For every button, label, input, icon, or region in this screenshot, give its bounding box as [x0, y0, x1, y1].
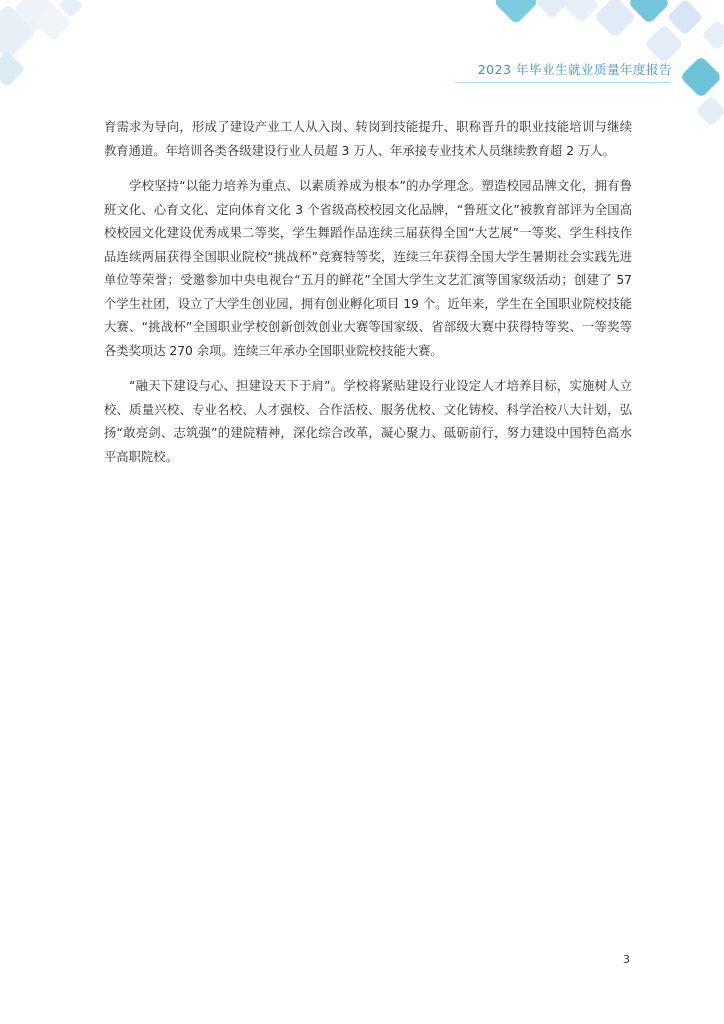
paragraph-continuation: 育需求为导向，形成了建设产业工人从入岗、转岗到技能提升、职称晋升的职业技能培训与继续教育通道。年培训各类各级建设行业人员超 3 万人、年承接专业技术人员继续教育超 2 万人。	[104, 120, 632, 158]
body-text	[104, 116, 632, 481]
header-divider	[455, 82, 670, 83]
page-number: 3	[623, 953, 630, 966]
tile-cluster-left	[0, 0, 84, 87]
paragraph-campus-culture: 学校坚持“以能力培养为重点、以素质养成为根本”的办学理念。塑造校园品牌文化，拥有鲁班文化、心育文化、定向体育文化 3 个省级高校校园文化品牌，“鲁班文化”被教育部评为全国高校校园文化建设优秀成果二等奖，学生舞蹈作品连续三届获得全国“大艺展”一等奖、学生科技作品连续两届获得全国职业院校“挑战杯”竞赛特等奖，连续三年获得全国大学生暑期社会实践先进单位等荣誉；受邀参加中央电视台“五月的鲜花”全国大学生文艺汇演等国家级活动；创建了 57 个学生社团，设立了大学生创业园，拥有创业孵化项目 19 个。近年来，学生在全国职业院校技能大赛、“挑战杯”全国职业学校创新创效创业大赛等国家级、省部级大赛中获得特等奖、一等奖等各类奖项达 270 余项。连续三年承办全国职业院校技能大赛。	[104, 179, 632, 358]
report-header-title: 2023 年毕业生就业质量年度报告	[477, 62, 672, 77]
paragraph-school-vision: “融天下建设与心、担建设天下于肩”。学校将紧贴建设行业设定人才培养目标，实施树人立校、质量兴校、专业名校、人才强校、合作活校、服务优校、文化铸校、科学治校八大计划，弘扬“敢亮剑、志筑强”的建院精神，深化综合改革，凝心聚力、砥砺前行，努力建设中国特色高水平高职院校。	[104, 379, 632, 464]
